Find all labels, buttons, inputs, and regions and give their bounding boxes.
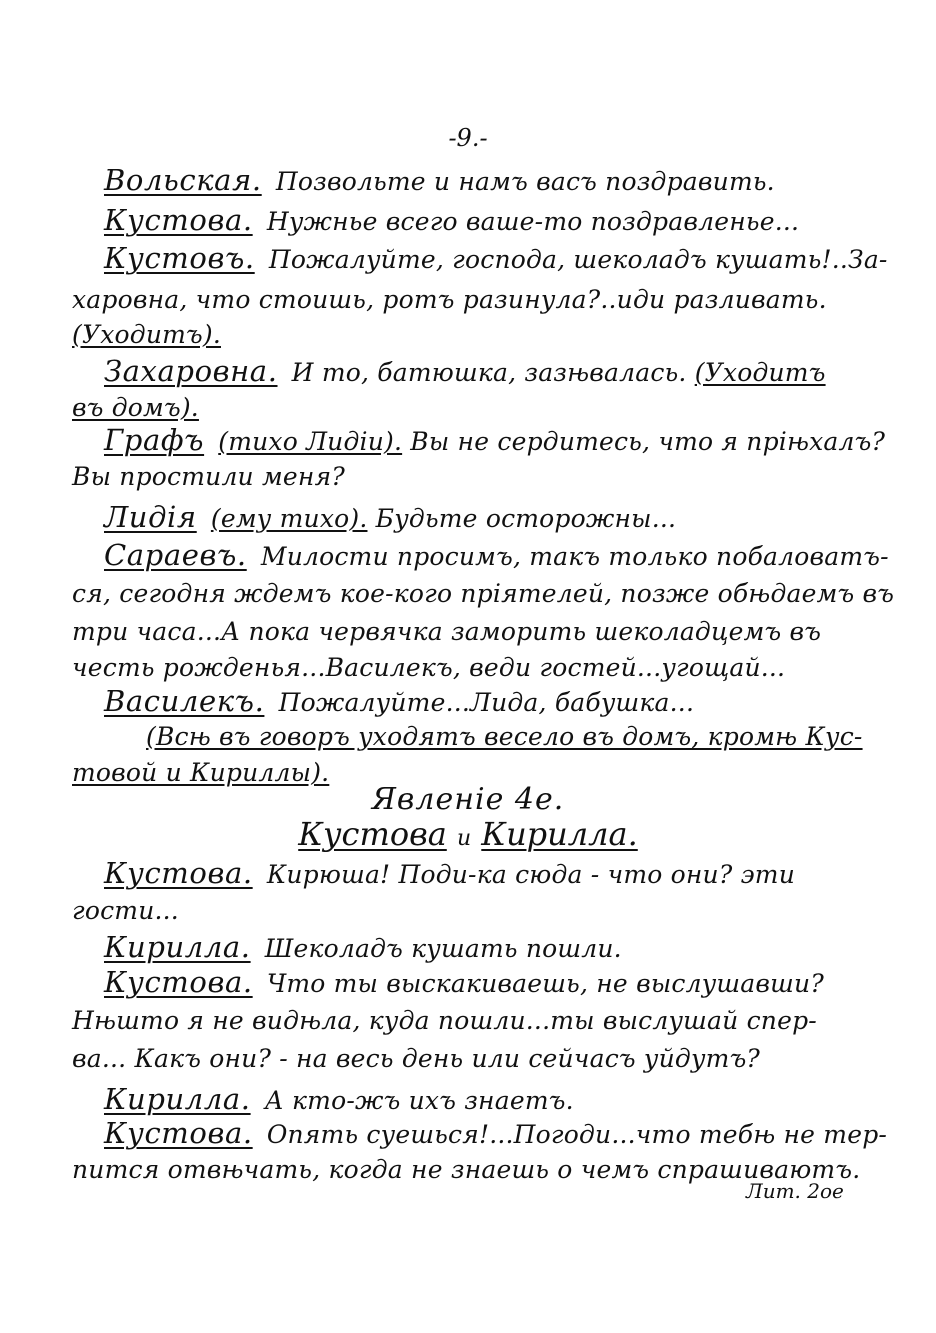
stage-direction: (Уходитъ). bbox=[72, 320, 221, 349]
line-19 bbox=[104, 932, 622, 964]
speaker: Сараевъ. bbox=[104, 538, 247, 572]
line-text: Будьте осторожны... bbox=[375, 504, 677, 533]
line-5 bbox=[104, 356, 826, 388]
line-3 bbox=[72, 285, 827, 315]
signature-note: Лит. 2ое bbox=[746, 1179, 844, 1203]
line-13 bbox=[72, 653, 785, 683]
scene-heading: Явленіе 4е. bbox=[371, 782, 565, 817]
line-text: Вы не сердитесь, что я пріњхалъ? bbox=[410, 427, 886, 456]
stage-direction: (тихо Лидіи). bbox=[218, 427, 403, 456]
speaker: Кустова. bbox=[104, 203, 253, 237]
scene-characters bbox=[0, 815, 936, 853]
line-text: Нужнье всего ваше-то поздравленье... bbox=[266, 207, 800, 236]
line-10 bbox=[104, 540, 889, 572]
conjunction: и bbox=[456, 826, 472, 851]
line-6 bbox=[72, 393, 199, 423]
speaker: Захаровна. bbox=[104, 354, 278, 388]
line-text: Позвольте и намъ васъ поздравить. bbox=[275, 167, 775, 196]
speaker: Вольская. bbox=[104, 163, 262, 197]
line-text: Шеколадъ кушать пошли. bbox=[264, 934, 622, 963]
line-text: гости... bbox=[72, 896, 179, 925]
line-12 bbox=[72, 617, 821, 647]
line-4 bbox=[72, 320, 221, 350]
line-text: Опять суешься!...Погоди...что тебњ не тер- bbox=[266, 1120, 888, 1149]
line-11 bbox=[72, 579, 894, 609]
line-2 bbox=[104, 243, 888, 275]
speaker: Кирилла. bbox=[104, 930, 251, 964]
speaker: Кустова. bbox=[104, 856, 253, 890]
speaker: Кустова. bbox=[104, 1116, 253, 1150]
line-8 bbox=[72, 462, 345, 492]
line-9 bbox=[104, 502, 676, 534]
line-25 bbox=[72, 1155, 860, 1185]
speaker: Графъ bbox=[104, 423, 205, 457]
line-text: пится отвњчать, когда не знаешь о чемъ спрашиваютъ. bbox=[72, 1155, 861, 1184]
speaker: Кустова. bbox=[104, 965, 253, 999]
line-text: Милости просимъ, такъ только побаловатъ- bbox=[260, 542, 889, 571]
speaker: Лидія bbox=[104, 500, 197, 534]
line-14 bbox=[104, 686, 694, 718]
line-text: А кто-жъ ихъ знаетъ. bbox=[264, 1086, 574, 1115]
line-20 bbox=[104, 967, 824, 999]
character-name: Кустова bbox=[298, 815, 447, 853]
line-7 bbox=[104, 425, 885, 457]
speaker: Кирилла. bbox=[104, 1082, 251, 1116]
line-text: Пожалуйте, господа, шеколадъ кушать!..За- bbox=[268, 245, 888, 274]
line-17 bbox=[104, 858, 795, 890]
line-18 bbox=[72, 896, 179, 926]
line-text: Кирюша! Поди-ка сюда - что они? эти bbox=[266, 860, 796, 889]
line-23 bbox=[104, 1084, 574, 1116]
stage-direction: (Уходитъ bbox=[694, 358, 826, 387]
line-22 bbox=[72, 1044, 760, 1074]
character-name: Кирилла. bbox=[481, 815, 638, 853]
line-text: Пожалуйте...Лида, бабушка... bbox=[278, 688, 695, 717]
line-text: три часа...А пока червячка заморить шеколадцемъ въ bbox=[72, 617, 822, 646]
line-0 bbox=[104, 165, 775, 197]
speaker: Кустовъ. bbox=[104, 241, 255, 275]
line-text: Что ты выскакиваешь, не выслушавши? bbox=[266, 969, 824, 998]
line-24 bbox=[104, 1118, 887, 1150]
stage-direction: въ домъ). bbox=[72, 393, 199, 422]
stage-direction: товой и Кириллы). bbox=[72, 758, 330, 787]
line-1 bbox=[104, 205, 799, 237]
speaker: Василекъ. bbox=[104, 684, 265, 718]
line-text: харовна, что стоишь, ротъ разинула?..иди разливать. bbox=[72, 285, 827, 314]
line-21 bbox=[72, 1006, 817, 1036]
line-text: Вы простили меня? bbox=[72, 462, 345, 491]
line-text: честь рожденья...Василекъ, веди гостей...угощай... bbox=[72, 653, 786, 682]
stage-direction: (Всњ въ говоръ уходятъ весело въ домъ, кромњ Кус- bbox=[146, 722, 863, 751]
line-text: Нњшто я не видњла, куда пошли...ты выслушай спер- bbox=[72, 1006, 817, 1035]
line-text: ва... Какъ они? - на весь день или сейчасъ уйдутъ? bbox=[72, 1044, 761, 1073]
page-number: -9.- bbox=[448, 124, 488, 152]
line-text: ся, сегодня ждемъ кое-кого пріятелей, позже обњдаемъ въ bbox=[72, 579, 895, 608]
line-text: И то, батюшка, зазњвалась. bbox=[291, 358, 687, 387]
line-15 bbox=[146, 722, 863, 752]
stage-direction: (ему тихо). bbox=[210, 504, 368, 533]
